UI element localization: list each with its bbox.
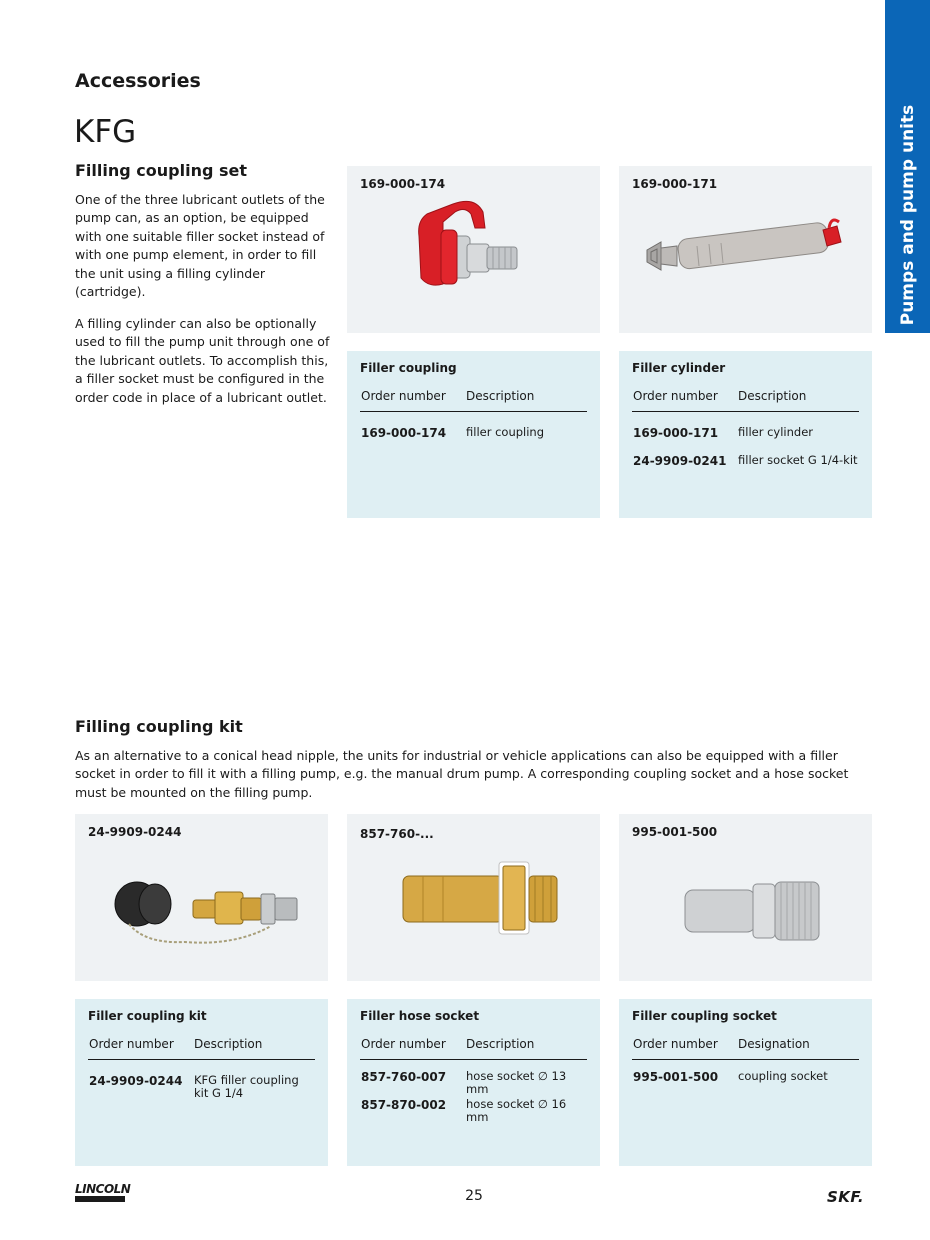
- set-paragraph-1: One of the three lubricant outlets of the pump can, as an option, be equipped with one suitable filler socket instead of with one pump element, in order to fill the unit using a filling cylinder (cartridge).: [75, 192, 325, 300]
- image-panel-coupling-kit: [75, 814, 328, 981]
- table-title: Filler coupling: [360, 361, 457, 375]
- image-code: 169-000-171: [632, 177, 718, 191]
- image-panel-filler-cylinder: [619, 166, 872, 333]
- table-header: [360, 389, 587, 412]
- brass-coupling-kit-with-cap-icon: [75, 814, 328, 981]
- col-order-number: Order number: [361, 389, 446, 403]
- section-label: Accessories: [75, 70, 201, 92]
- filler-cylinder-icon: [619, 166, 872, 333]
- table-filler-coupling: [347, 351, 600, 518]
- table-row: [632, 426, 859, 454]
- product-title: KFG: [74, 114, 137, 150]
- page-number: 25: [465, 1188, 483, 1204]
- table-filler-coupling-socket: [619, 999, 872, 1166]
- order-number: 857-870-002: [361, 1098, 447, 1112]
- description: KFG filler coupling kit G 1/4: [194, 1073, 299, 1100]
- table-filler-coupling-kit: [75, 999, 328, 1166]
- table-header: [360, 1037, 587, 1060]
- table-title: Filler cylinder: [632, 361, 726, 375]
- table-row: [88, 1074, 315, 1102]
- description: hose socket ∅ 13 mm: [466, 1069, 567, 1096]
- description: filler coupling: [466, 425, 545, 439]
- image-panel-coupling-socket: [619, 814, 872, 981]
- order-number: 169-000-174: [361, 426, 447, 440]
- table-title: Filler coupling kit: [88, 1009, 207, 1023]
- order-number: 169-000-171: [633, 426, 719, 440]
- table-row: [632, 454, 859, 482]
- side-tab[interactable]: [885, 0, 930, 333]
- col-description: Description: [194, 1037, 263, 1051]
- image-code: 857-760-...: [360, 827, 434, 841]
- steel-coupling-socket-icon: [619, 814, 872, 981]
- description: hose socket ∅ 16 mm: [466, 1097, 567, 1124]
- description: filler socket G 1/4-kit: [738, 453, 858, 467]
- table-header: [632, 389, 859, 412]
- image-code: 995-001-500: [632, 825, 718, 839]
- image-panel-filler-coupling: [347, 166, 600, 333]
- table-header: [88, 1037, 315, 1060]
- table-title: Filler hose socket: [360, 1009, 480, 1023]
- image-code: 169-000-174: [360, 177, 446, 191]
- table-row: [360, 426, 587, 454]
- image-panel-hose-socket: [347, 814, 600, 981]
- description: filler cylinder: [738, 425, 814, 439]
- col-order-number: Order number: [633, 1037, 718, 1051]
- col-description: Description: [738, 389, 807, 403]
- table-header: [632, 1037, 859, 1060]
- lincoln-logo: LINCOLN: [75, 1182, 131, 1196]
- table-filler-hose-socket: [347, 999, 600, 1166]
- side-tab-label: Pumps and pump units: [897, 104, 918, 326]
- col-order-number: Order number: [89, 1037, 174, 1051]
- set-paragraph-2: A filling cylinder can also be optionally used to fill the pump unit through one of the lubricant outlets. To accomplish this, a filler socket must be configured in the order code in place of a lubricant outlet.: [75, 316, 330, 405]
- order-number: 995-001-500: [633, 1070, 719, 1084]
- table-filler-cylinder: [619, 351, 872, 518]
- kit-paragraph: As an alternative to a conical head nipple, the units for industrial or vehicle applications can also be equipped with a filler socket in order to fill it with a filling pump, e.g. the manual drum pump. A corresponding coupling socket and a hose socket must be mounted on the filling pump.: [75, 748, 849, 800]
- col-description: Description: [466, 1037, 535, 1051]
- col-designation: Designation: [738, 1037, 810, 1051]
- col-description: Description: [466, 389, 535, 403]
- table-row: [632, 1070, 859, 1098]
- red-capped-filler-coupling-icon: [347, 166, 600, 333]
- skf-logo: SKF.: [827, 1188, 865, 1206]
- order-number: 24-9909-0244: [89, 1074, 183, 1088]
- image-code: 24-9909-0244: [88, 825, 182, 839]
- table-row: [360, 1070, 587, 1098]
- order-number: 24-9909-0241: [633, 454, 727, 468]
- col-order-number: Order number: [361, 1037, 446, 1051]
- col-order-number: Order number: [633, 389, 718, 403]
- table-row: [360, 1098, 587, 1126]
- brass-hose-socket-icon: [347, 814, 600, 981]
- order-number: 857-760-007: [361, 1070, 447, 1084]
- description: coupling socket: [738, 1069, 828, 1083]
- kit-heading: Filling coupling kit: [75, 717, 243, 736]
- table-title: Filler coupling socket: [632, 1009, 777, 1023]
- set-heading: Filling coupling set: [75, 161, 248, 180]
